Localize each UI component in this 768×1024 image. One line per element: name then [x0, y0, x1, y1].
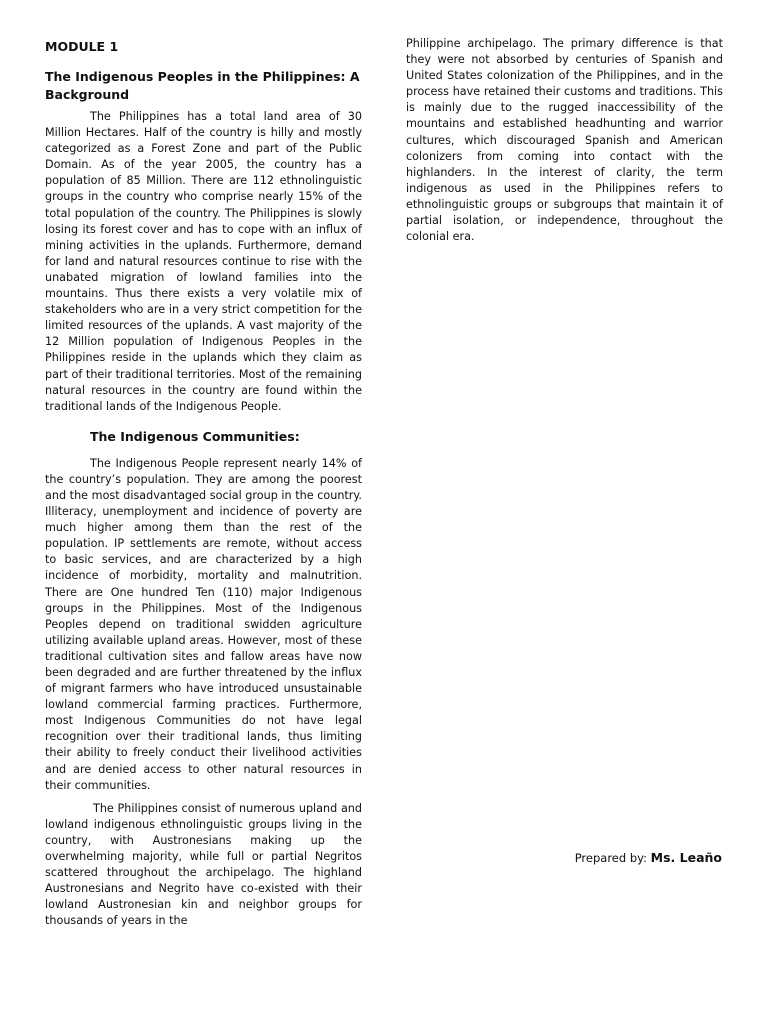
module-label: MODULE 1 [45, 39, 119, 54]
communities-paragraph: The Indigenous People represent nearly 14% of the country’s population. They are among the poorest and the most disadvantaged social group in the country. Illiteracy, unemployment and incidence of poverty are much higher among them than the rest of the population. IP settlements are remote, without access to basic services, and are characterized by a high incidence of morbidity, mortality and malnutrition. There are One hundred Ten (110) major Indigenous groups in the Philippines. Most of the Indigenous Peoples depend on traditional swidden agriculture utilizing available upland areas. However, most of these traditional cultivation sites and fallow areas have now been degraded and are further threatened by the influx of migrant farmers who have introduced unsustainable lowland commercial farming practices. Furthermore, most Indigenous Communities do not have legal recognition over their traditional lands, thus limiting their ability to freely conduct their livelihood activities and are denied access to other natural resources in their communities. [45, 456, 362, 792]
background-paragraph: The Philippines has a total land area of 30 Million Hectares. Half of the country is hilly and mostly categorized as a Forest Zone and part of the Public Domain. As of the year 2005, the country has a population of 85 Million. There are 112 ethnolinguistic groups in the country who comprise nearly 15% of the total population of the country. The Philippines is slowly losing its forest cover and has to cope with an influx of mining activities in the uplands. Furthermore, demand for land and natural resources continue to rise with the unabated migration of lowland families into the mountains. Thus there exists a very volatile mix of stakeholders who are in a very strict competition for the limited resources of the uplands. A vast majority of the 12 Million population of Indigenous Peoples in the Philippines reside in the uplands which they claim as part of their traditional territories. Most of the remaining natural resources in the country are found within the traditional lands of the Indigenous People. [45, 110, 362, 413]
prepared-by [575, 850, 722, 866]
ethnolinguistic-groups-paragraph: The Philippines consist of numerous upland and lowland indigenous ethnolinguistic groups living in the country, with Austronesians making up the overwhelming majority, while full or partial Negritos scattered throughout the archipelago. The highland Austronesians and Negrito have co-existed with their lowland Austronesian kin and neighbor groups for thousands of years in the [45, 801, 362, 928]
author-name: Ms. Leaño [650, 850, 722, 865]
section-heading-indigenous-communities: The Indigenous Communities: [90, 428, 300, 444]
prepared-by-label: Prepared by: [574, 851, 647, 865]
right-column [406, 36, 723, 245]
document-title: The Indigenous Peoples in the Philippines: A Background [45, 69, 360, 102]
left-column [45, 36, 362, 930]
continued-paragraph: Philippine archipelago. The primary difference is that they were not absorbed by centuries of Spanish and United States colonization of the Philippines, and in the process have retained their customs and traditions. This is mainly due to the rugged inaccessibility of the mountains and established headhunting and warrior cultures, which discouraged Spanish and American colonizers from coming into contact with the highlanders. In the interest of clarity, the term indigenous as used in the Philippines refers to ethnolinguistic groups or subgroups that maintain it of partial isolation, or independence, throughout the colonial era. [406, 37, 723, 244]
